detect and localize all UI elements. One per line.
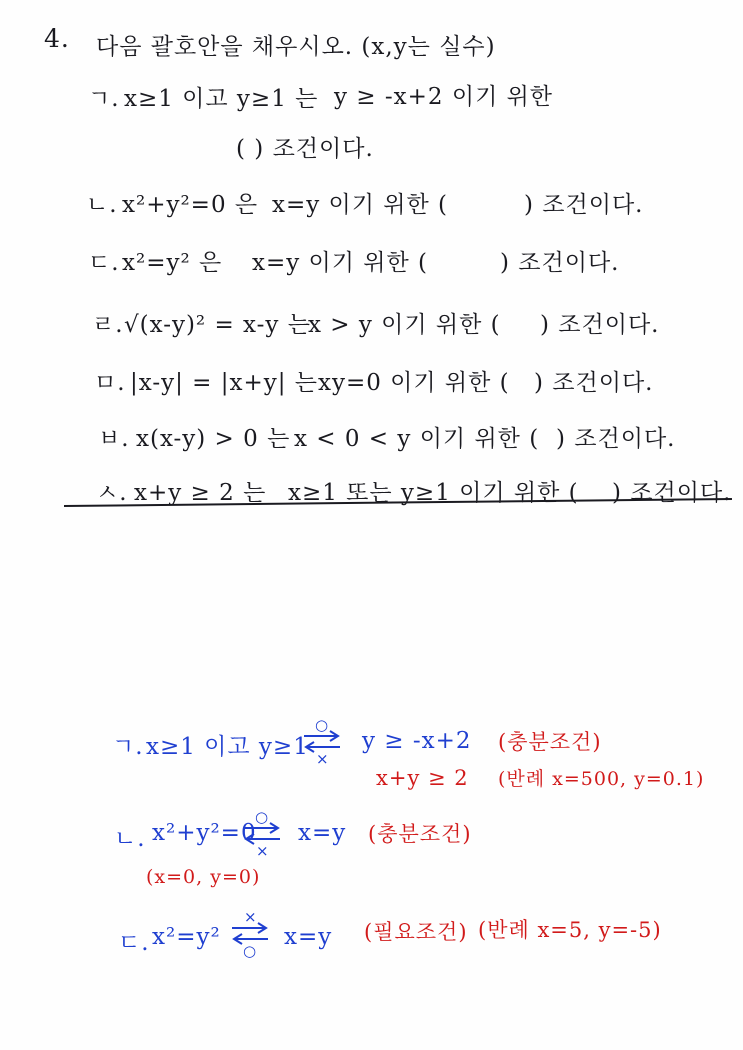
solution-label: ㄴ. [114, 826, 146, 852]
solution-sub: (x=0, y=0) [146, 866, 261, 888]
solution-type: (충분조건) [368, 822, 472, 846]
solution-right: x=y [298, 820, 347, 846]
item-target: x < 0 < y 이기 위한 ( [294, 426, 540, 452]
solution-right: x=y [284, 924, 333, 950]
item-label: ㄱ. [88, 86, 120, 112]
implication-arrows-icon [300, 716, 346, 766]
item-blank: ) 조건이다. [524, 192, 644, 218]
false-mark: × [256, 842, 269, 860]
item-label: ㅂ. [98, 426, 130, 452]
item-target: x=y 이기 위한 ( [252, 250, 429, 276]
item-blank: ) 조건이다. [540, 312, 660, 338]
item-target: xy=0 이기 위한 ( [318, 370, 510, 396]
solution-left: x²=y² [152, 924, 221, 950]
solution-label: ㄷ. [118, 930, 150, 956]
solution-left: x≥1 이고 y≥1 [146, 734, 309, 760]
item-statement: x+y ≥ 2 는 [134, 480, 267, 506]
implication-arrows-icon [240, 808, 286, 858]
implication-arrows-icon [228, 908, 274, 958]
item-label: ㄷ. [88, 250, 120, 276]
item-blank: ) 조건이다. [500, 250, 620, 276]
item-statement: x²=y² 은 [122, 250, 223, 276]
item-target: x≥1 또는 y≥1 이기 위한 ( [288, 480, 579, 506]
false-mark: × [244, 908, 257, 926]
item-blank: ( ) 조건이다. [236, 136, 374, 162]
item-label: ㄹ. [92, 312, 124, 338]
item-target: x=y 이기 위한 ( [272, 192, 449, 218]
solution-counterexample: (반례 x=5, y=-5) [478, 918, 662, 942]
solution-sub: x+y ≥ 2 [376, 766, 469, 790]
item-blank: ) 조건이다. [534, 370, 654, 396]
item-blank: ) 조건이다. [556, 426, 676, 452]
solution-left: x²+y²=0 [152, 820, 257, 846]
item-blank: ) 조건이다. [612, 480, 732, 506]
item-statement: x≥1 이고 y≥1 는 [124, 86, 319, 112]
item-statement: x(x-y) > 0 는 [136, 426, 291, 452]
item-target: x > y 이기 위한 ( [308, 312, 501, 338]
item-target: y ≥ -x+2 이기 위한 [334, 84, 554, 110]
solution-right: y ≥ -x+2 [362, 728, 472, 754]
problem-instruction: 다음 괄호안을 채우시오. (x,y는 실수) [96, 34, 496, 60]
solution-type: (충분조건) [498, 730, 602, 754]
solution-label: ㄱ. [112, 734, 144, 760]
item-label: ㅅ. [96, 480, 128, 506]
item-statement: x²+y²=0 은 [122, 192, 259, 218]
false-mark: × [316, 750, 329, 768]
item-statement: |x-y| = |x+y| 는 [130, 370, 318, 396]
true-mark: ○ [315, 716, 329, 734]
true-mark: ○ [243, 942, 257, 960]
item-statement: √(x-y)² = x-y 는 [124, 312, 311, 338]
item-label: ㅁ. [94, 370, 126, 396]
true-mark: ○ [255, 808, 269, 826]
problem-number: 4. [44, 24, 70, 53]
solution-type: (필요조건) [364, 920, 468, 944]
item-label: ㄴ. [86, 192, 118, 218]
solution-counterexample: (반례 x=500, y=0.1) [498, 768, 705, 790]
